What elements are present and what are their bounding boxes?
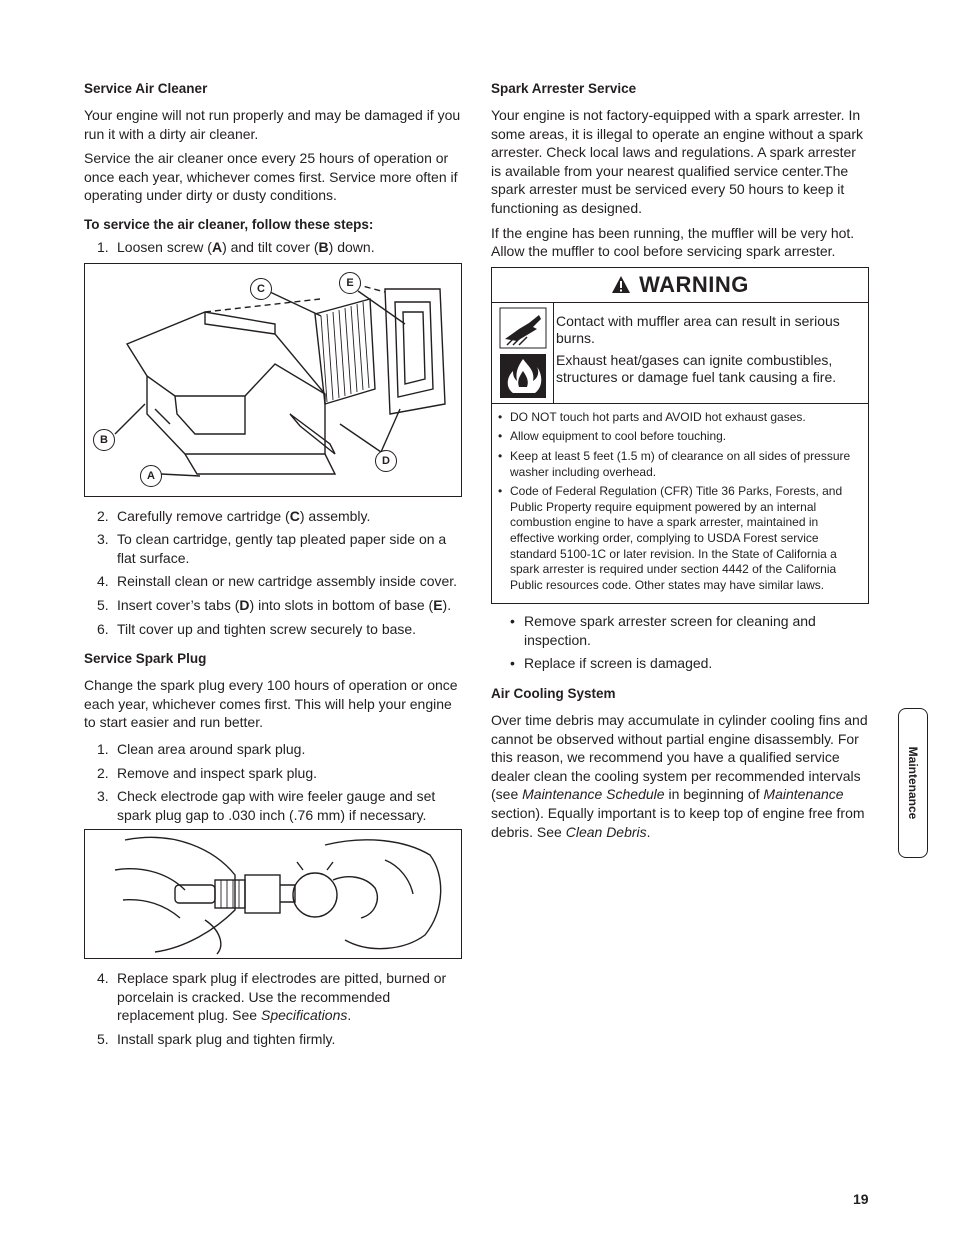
warning-bullet-1: • DO NOT touch hot parts and AVOID hot exhaust gases. [498,410,860,426]
warning-bullet-2: • Allow equipment to cool before touching. [498,429,860,445]
warning-hazard-row [492,303,868,404]
air-steps-heading: To service the air cleaner, follow these steps: [84,216,374,232]
warning-hazard-text [554,303,868,403]
warning-bullets [492,404,868,604]
air-step-2: 2. Carefully remove cartridge (C) assembly. [97,507,371,524]
warning-burn-text: Contact with muffler area can result in serious burns. [556,312,840,347]
arrester-bullet-1: • Remove spark arrester screen for cleaning and inspection. [491,612,869,649]
air-step-5: 5. Insert cover’s tabs (D) into slots in bottom of base (E). [97,596,452,613]
side-tab-label: Maintenance [906,746,920,820]
warning-box [491,267,869,605]
spark-plug-heading: Service Spark Plug [84,651,207,667]
section-side-tab [898,708,928,858]
label-b: B [93,429,115,451]
hot-surface-icon [499,307,547,349]
label-e: E [339,272,361,294]
arrester-bullet-2: • Replace if screen is damaged. [491,654,869,673]
air-cleaner-heading: Service Air Cleaner [84,81,208,96]
air-step-4: 4. Reinstall clean or new cartridge assembly inside cover. [97,573,458,590]
warning-header [492,268,868,303]
air-cleaner-figure [84,263,462,497]
warning-icons [492,303,554,403]
warning-title: WARNING [639,271,749,297]
spark-arrester-para-2: If the engine has been running, the muffler will be very hot. Allow the muffler to cool before servicing spark arrester. [491,224,855,260]
plug-step-3: 3. Check electrode gap with wire feeler gauge and set spark plug gap to .030 inch (.76 mm) if necessary. [97,788,436,823]
air-steps-list-b [84,507,462,639]
air-step-3: 3. To clean cartridge, gently tap pleated paper side on a flat surface. [97,531,447,566]
air-step-6: 6. Tilt cover up and tighten screw securely to base. [97,620,417,637]
spark-plug-para: Change the spark plug every 100 hours of operation or once each year, whichever comes first. This will help your engine to start easier and run better. [84,677,458,731]
right-column [491,80,869,847]
plug-steps-list-b [84,969,462,1048]
plug-step-2: 2. Remove and inspect spark plug. [97,764,317,781]
air-cleaner-illustration [85,264,461,496]
spark-plug-illustration [85,830,461,958]
label-c: C [250,278,272,300]
plug-step-5: 5. Install spark plug and tighten firmly. [97,1031,336,1048]
page-number: 19 [853,1191,869,1207]
spark-plug-figure [84,829,462,959]
air-cooling-para: Over time debris may accumulate in cylinder cooling fins and cannot be observed without partial engine disassembly. For this reason, we recommend you have a qualified service dealer clean the cooling system per recommended intervals (see Maintenance Schedule in beginning of Maintenance section). Equally important is to keep top of engine free from debris. See Clean Debris. [491,712,868,840]
arrester-bullets [491,612,869,673]
air-step-1: 1. Loosen screw (A) and tilt cover (B) down. [97,238,375,255]
left-column [84,80,462,1061]
warning-fire-text: Exhaust heat/gases can ignite combustibles, structures or damage fuel tank causing a fire. [556,351,837,386]
plug-step-4: 4. Replace spark plug if electrodes are pitted, burned or porcelain is cracked. Use the recommended replacement plug. See Specifications. [97,970,447,1024]
warning-bullet-3: • Keep at least 5 feet (1.5 m) of clearance on all sides of pressure washer including overhead. [498,449,860,480]
spark-arrester-para-1: Your engine is not factory-equipped with a spark arrester. In some areas, it is illegal to operate an engine without a spark arrester. Check local laws and regulations. A spark arrester is available from your nearest qualified service center.The spark arrester must be serviced every 50 hours to keep it functioning as designed. [491,107,863,216]
warning-triangle-icon [611,275,631,295]
air-cleaner-para-2: Service the air cleaner once every 25 hours of operation or once each year, whichever comes first. Service more often if operating under dirty or dusty conditions. [84,150,458,204]
label-d: D [375,450,397,472]
plug-steps-list-a [84,740,462,824]
air-steps-list-a [84,238,462,257]
spark-arrester-heading: Spark Arrester Service [491,81,637,96]
air-cooling-heading: Air Cooling System [491,686,616,702]
air-cleaner-para-1: Your engine will not run properly and may be damaged if you run it with a dirty air cleaner. [84,107,461,142]
label-a: A [140,465,162,487]
fire-icon [499,353,547,399]
warning-bullet-4: • Code of Federal Regulation (CFR) Title 36 Parks, Forests, and Public Property require equipment powered by an internal combustion engine to have a spark arrester, maintained in effective working order, complying to USDA Forest service standard 5100-1C or later revision. In the State of California a spark arrester is required under section 4442 of the California Public resources code. Other states may have similar laws. [498,484,860,593]
plug-step-1: 1. Clean area around spark plug. [97,740,306,757]
